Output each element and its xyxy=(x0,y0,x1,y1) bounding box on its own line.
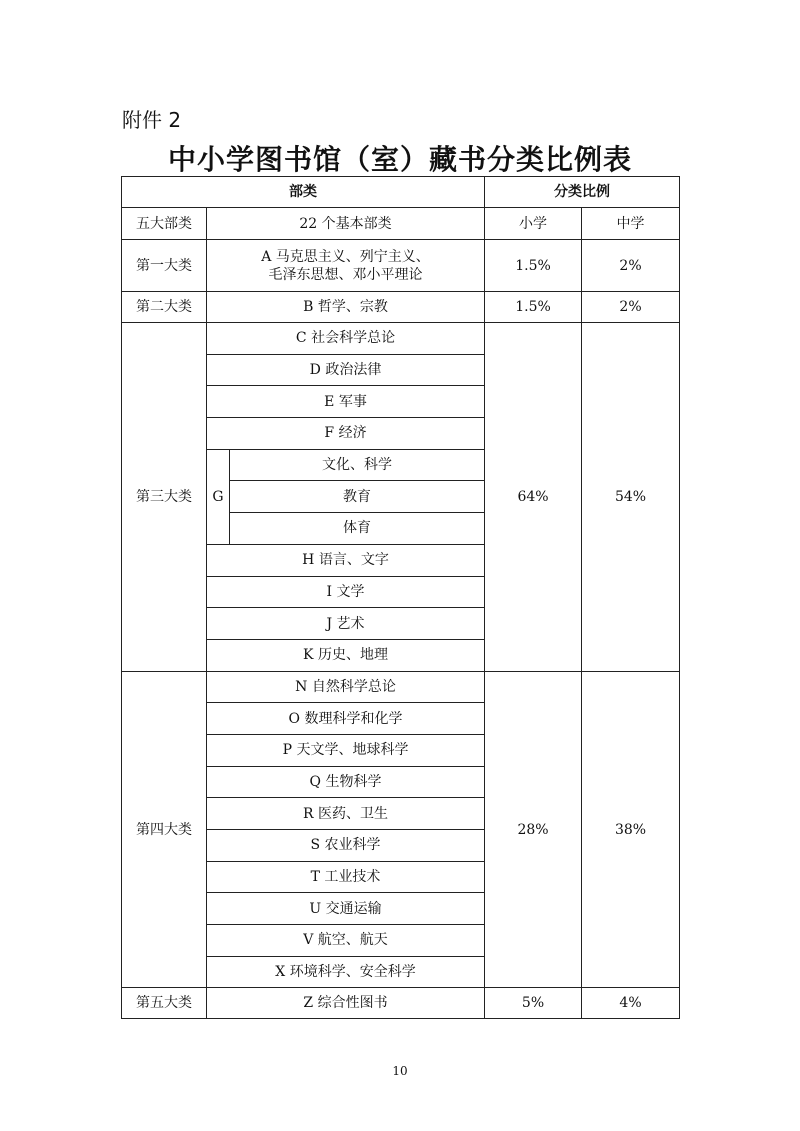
subcategory-cell: 教育 xyxy=(230,481,485,513)
subcategory-cell: Z 综合性图书 xyxy=(207,988,485,1019)
subcategory-cell: J 艺术 xyxy=(207,608,485,640)
primary-ratio: 64% xyxy=(485,323,582,672)
subcategory-cell: B 哲学、宗教 xyxy=(207,292,485,323)
subcategory-cell: H 语言、文字 xyxy=(207,544,485,576)
page-title: 中小学图书馆（室）藏书分类比例表 xyxy=(167,143,632,176)
subcategory-cell: V 航空、航天 xyxy=(207,925,485,957)
table-header-row xyxy=(122,177,680,208)
category-name: 第一大类 xyxy=(122,240,207,292)
primary-ratio: 1.5% xyxy=(485,240,582,292)
page-number: 10 xyxy=(392,1064,408,1078)
secondary-ratio: 2% xyxy=(582,240,680,292)
primary-ratio: 1.5% xyxy=(485,292,582,323)
secondary-ratio: 4% xyxy=(582,988,680,1019)
subcategory-cell: Q 生物科学 xyxy=(207,766,485,798)
primary-ratio: 5% xyxy=(485,988,582,1019)
subcategory-cell: I 文学 xyxy=(207,576,485,608)
subcategory-cell: T 工业技术 xyxy=(207,861,485,893)
subcategory-cell: S 农业科学 xyxy=(207,830,485,862)
secondary-ratio: 54% xyxy=(582,323,680,672)
subcategory-cell: P 天文学、地球科学 xyxy=(207,734,485,766)
basic-categories-header: 22 个基本部类 xyxy=(207,208,485,240)
table-subheader-row xyxy=(122,208,680,240)
subcategory-cell: F 经济 xyxy=(207,418,485,450)
primary-school-header: 小学 xyxy=(485,208,582,240)
subcategory-cell xyxy=(207,240,485,292)
classification-table xyxy=(121,176,680,1019)
secondary-ratio: 38% xyxy=(582,671,680,988)
table-row xyxy=(122,240,680,292)
attachment-label: 附件 2 xyxy=(122,108,182,132)
secondary-ratio: 2% xyxy=(582,292,680,323)
subcategory-line: A 马克思主义、列宁主义、 xyxy=(261,248,430,265)
table-row xyxy=(122,323,680,355)
group-g-label: G xyxy=(207,449,230,544)
subcategory-cell: X 环境科学、安全科学 xyxy=(207,956,485,988)
subcategory-cell: U 交通运输 xyxy=(207,893,485,925)
table-row xyxy=(122,292,680,323)
subcategory-line: 毛泽东思想、邓小平理论 xyxy=(268,266,423,283)
category-header: 部类 xyxy=(122,177,485,208)
ratio-header: 分类比例 xyxy=(485,177,680,208)
primary-ratio: 28% xyxy=(485,671,582,988)
subcategory-cell: C 社会科学总论 xyxy=(207,323,485,355)
secondary-school-header: 中学 xyxy=(582,208,680,240)
table-row xyxy=(122,988,680,1019)
subcategory-cell: R 医药、卫生 xyxy=(207,798,485,830)
subcategory-cell: N 自然科学总论 xyxy=(207,671,485,703)
subcategory-cell: E 军事 xyxy=(207,386,485,418)
table-row xyxy=(122,671,680,703)
subcategory-cell: O 数理科学和化学 xyxy=(207,703,485,735)
category-name: 第五大类 xyxy=(122,988,207,1019)
category-name: 第二大类 xyxy=(122,292,207,323)
subcategory-cell: 文化、科学 xyxy=(230,449,485,481)
subcategory-cell: K 历史、地理 xyxy=(207,639,485,671)
subcategory-cell: D 政治法律 xyxy=(207,354,485,386)
five-categories-header: 五大部类 xyxy=(122,208,207,240)
subcategory-cell: 体育 xyxy=(230,513,485,545)
category-name: 第三大类 xyxy=(122,323,207,672)
category-name: 第四大类 xyxy=(122,671,207,988)
